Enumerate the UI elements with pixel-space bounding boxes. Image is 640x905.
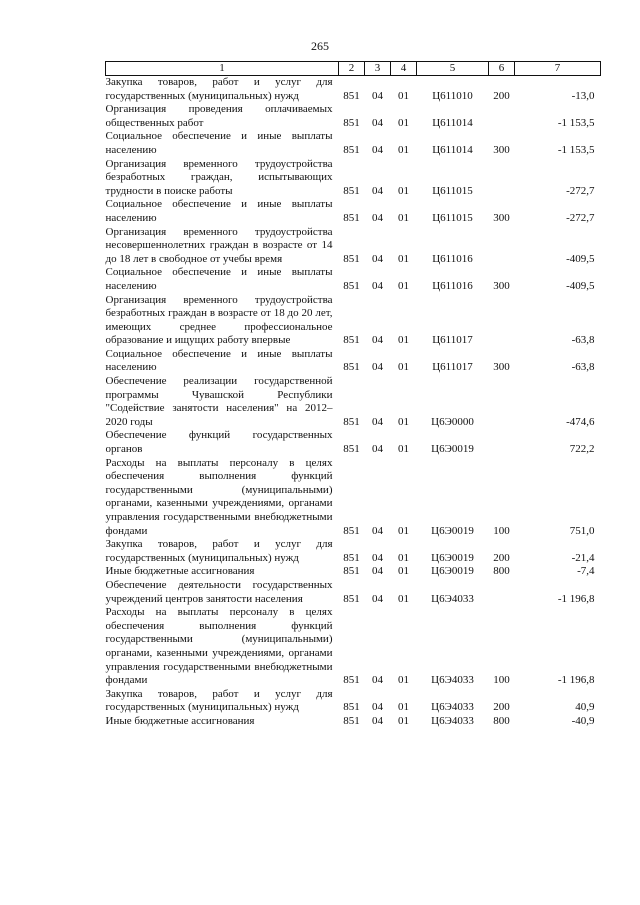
table-row — [106, 198, 601, 225]
row-expense-type — [489, 103, 515, 130]
column-header: 5 — [417, 62, 489, 76]
row-target-article: Ц611010 — [432, 89, 473, 102]
row-expense-type: 200 — [493, 89, 510, 102]
column-header: 7 — [515, 62, 601, 76]
table-row — [106, 715, 601, 729]
table-row — [106, 130, 601, 157]
row-subsection: 01 — [398, 674, 409, 687]
budget-table — [105, 61, 601, 729]
row-target-article: Ц6Э0000 — [431, 415, 474, 428]
row-amount: 722,2 — [569, 443, 595, 456]
row-amount: 751,0 — [569, 524, 595, 537]
row-description: Расходы на выплаты персоналу в целях обеспечения выполнения функций государственными (муниципальными) органами, казенными учреждениями, органами управления государственными внебюджетными фондами — [105, 606, 333, 687]
row-expense-type — [489, 429, 515, 456]
row-section: 04 — [372, 674, 383, 687]
row-section: 04 — [372, 211, 383, 224]
table-row — [106, 294, 601, 348]
table-header-row — [106, 62, 601, 76]
row-target-article: Ц6Э4033 — [431, 714, 474, 727]
table-row — [106, 158, 601, 199]
column-header: 4 — [391, 62, 417, 76]
table-row — [106, 579, 601, 606]
row-subsection: 01 — [398, 592, 409, 605]
row-expense-type — [489, 158, 515, 199]
table-row — [106, 565, 601, 579]
row-target-article: Ц6Э0019 — [431, 524, 474, 537]
row-description: Обеспечение функций государственных органов — [105, 429, 333, 456]
row-section: 04 — [372, 592, 383, 605]
row-subsection: 01 — [398, 252, 409, 265]
row-amount: -1 153,5 — [557, 143, 595, 156]
row-amount: -272,7 — [566, 184, 595, 197]
row-expense-type: 800 — [493, 714, 510, 727]
row-description: Закупка товаров, работ и услуг для государственных (муниципальных) нужд — [105, 76, 333, 102]
row-target-article: Ц611015 — [432, 184, 473, 197]
row-description: Социальное обеспечение и иные выплаты населению — [105, 198, 333, 224]
column-header: 6 — [489, 62, 515, 76]
row-amount: -40,9 — [571, 714, 595, 727]
row-description: Закупка товаров, работ и услуг для государственных (муниципальных) нужд — [105, 538, 333, 564]
row-description: Организация временного трудоустройства безработных граждан в возрасте от 18 до 20 лет, имеющих среднее профессиональное образование и ищущих работу впервые — [105, 293, 333, 347]
page-number: 265 — [311, 39, 329, 53]
row-section: 04 — [372, 184, 383, 197]
row-expense-type: 300 — [493, 279, 510, 292]
row-target-article: Ц611016 — [432, 279, 473, 292]
row-amount: -1 196,8 — [557, 674, 595, 687]
row-admin-code: 851 — [343, 551, 360, 564]
row-target-article: Ц611014 — [432, 143, 473, 156]
row-admin-code: 851 — [343, 184, 360, 197]
row-target-article: Ц6Э4033 — [431, 674, 474, 687]
row-target-article: Ц6Э0019 — [431, 443, 474, 456]
row-expense-type: 200 — [493, 551, 510, 564]
column-header: 3 — [365, 62, 391, 76]
row-description: Социальное обеспечение и иные выплаты населению — [105, 130, 333, 156]
table-row — [106, 76, 601, 104]
row-admin-code: 851 — [343, 361, 360, 374]
row-target-article: Ц611017 — [432, 334, 473, 347]
row-subsection: 01 — [398, 565, 409, 578]
column-header: 1 — [106, 62, 339, 76]
row-subsection: 01 — [398, 551, 409, 564]
row-amount: -1 196,8 — [557, 592, 595, 605]
row-admin-code: 851 — [343, 334, 360, 347]
row-subsection: 01 — [398, 524, 409, 537]
row-subsection: 01 — [398, 443, 409, 456]
row-amount: -63,8 — [571, 361, 595, 374]
row-expense-type: 300 — [493, 211, 510, 224]
table-row — [106, 348, 601, 375]
table-row — [106, 429, 601, 456]
row-expense-type — [489, 294, 515, 348]
table-row — [106, 688, 601, 715]
row-section: 04 — [372, 116, 383, 129]
row-section: 04 — [372, 279, 383, 292]
row-subsection: 01 — [398, 334, 409, 347]
row-subsection: 01 — [398, 89, 409, 102]
row-amount: -7,4 — [577, 565, 595, 578]
row-target-article: Ц611014 — [432, 116, 473, 129]
row-admin-code: 851 — [343, 701, 360, 714]
row-section: 04 — [372, 565, 383, 578]
row-target-article: Ц611016 — [432, 252, 473, 265]
row-amount: -409,5 — [566, 252, 595, 265]
row-amount: -409,5 — [566, 279, 595, 292]
row-description: Обеспечение реализации государственной программы Чувашской Республики "Содействие занятости населения" на 2012–2020 годы — [105, 375, 333, 428]
row-subsection: 01 — [398, 279, 409, 292]
row-expense-type — [489, 579, 515, 606]
table-row — [106, 375, 601, 429]
row-admin-code: 851 — [343, 279, 360, 292]
row-subsection: 01 — [398, 415, 409, 428]
row-expense-type — [489, 226, 515, 267]
table-row — [106, 226, 601, 267]
row-description: Социальное обеспечение и иные выплаты населению — [105, 347, 333, 374]
row-admin-code: 851 — [343, 524, 360, 537]
row-subsection: 01 — [398, 701, 409, 714]
row-subsection: 01 — [398, 184, 409, 197]
row-section: 04 — [372, 443, 383, 456]
row-amount: -21,4 — [571, 551, 595, 564]
row-description: Организация временного трудоустройства несовершеннолетних граждан в возрасте от 14 до 18 лет в свободное от учебы время — [105, 225, 333, 265]
row-target-article: Ц6Э0019 — [431, 565, 474, 578]
row-admin-code: 851 — [343, 415, 360, 428]
row-section: 04 — [372, 415, 383, 428]
row-section: 04 — [372, 89, 383, 102]
row-section: 04 — [372, 551, 383, 564]
row-admin-code: 851 — [343, 252, 360, 265]
row-section: 04 — [372, 714, 383, 727]
row-description: Расходы на выплаты персоналу в целях обеспечения выполнения функций государственными (муниципальными) органами, казенными учреждениями, органами управления государственными внебюджетными фондами — [105, 456, 333, 537]
row-subsection: 01 — [398, 714, 409, 727]
row-description: Иные бюджетные ассигнования — [105, 714, 255, 727]
row-amount: -272,7 — [566, 211, 595, 224]
row-admin-code: 851 — [343, 89, 360, 102]
row-description: Иные бюджетные ассигнования — [105, 565, 255, 578]
row-expense-type: 100 — [493, 674, 510, 687]
table-row — [106, 266, 601, 293]
table-row — [106, 457, 601, 539]
row-amount: 40,9 — [575, 701, 595, 714]
row-subsection: 01 — [398, 116, 409, 129]
row-target-article: Ц611017 — [432, 361, 473, 374]
table-row — [106, 606, 601, 688]
column-header: 2 — [339, 62, 365, 76]
row-admin-code: 851 — [343, 116, 360, 129]
row-description: Обеспечение деятельности государственных учреждений центров занятости населения — [105, 578, 333, 605]
row-section: 04 — [372, 524, 383, 537]
row-admin-code: 851 — [343, 592, 360, 605]
row-admin-code: 851 — [343, 565, 360, 578]
row-description: Закупка товаров, работ и услуг для государственных (муниципальных) нужд — [105, 687, 333, 714]
row-section: 04 — [372, 701, 383, 714]
row-target-article: Ц611015 — [432, 211, 473, 224]
row-target-article: Ц6Э4033 — [431, 701, 474, 714]
row-expense-type: 300 — [493, 361, 510, 374]
row-target-article: Ц6Э4033 — [431, 592, 474, 605]
row-description: Организация временного трудоустройства безработных граждан, испытывающих трудности в поиске работы — [105, 157, 333, 197]
row-target-article: Ц6Э0019 — [431, 551, 474, 564]
row-description: Социальное обеспечение и иные выплаты населению — [105, 266, 333, 292]
row-expense-type: 800 — [493, 565, 510, 578]
table-row — [106, 103, 601, 130]
table-body — [106, 76, 601, 729]
row-expense-type: 200 — [493, 701, 510, 714]
row-admin-code: 851 — [343, 143, 360, 156]
row-admin-code: 851 — [343, 714, 360, 727]
row-amount: -1 153,5 — [557, 116, 595, 129]
row-section: 04 — [372, 252, 383, 265]
row-admin-code: 851 — [343, 443, 360, 456]
row-admin-code: 851 — [343, 211, 360, 224]
row-description: Организация проведения оплачиваемых общественных работ — [105, 103, 333, 129]
row-expense-type — [489, 375, 515, 429]
row-subsection: 01 — [398, 361, 409, 374]
row-admin-code: 851 — [343, 674, 360, 687]
row-section: 04 — [372, 361, 383, 374]
row-section: 04 — [372, 143, 383, 156]
row-amount: -63,8 — [571, 334, 595, 347]
row-expense-type: 300 — [493, 143, 510, 156]
row-subsection: 01 — [398, 211, 409, 224]
row-section: 04 — [372, 334, 383, 347]
table-row — [106, 538, 601, 565]
row-subsection: 01 — [398, 143, 409, 156]
row-amount: -13,0 — [571, 89, 595, 102]
row-amount: -474,6 — [566, 415, 595, 428]
row-expense-type: 100 — [493, 524, 510, 537]
